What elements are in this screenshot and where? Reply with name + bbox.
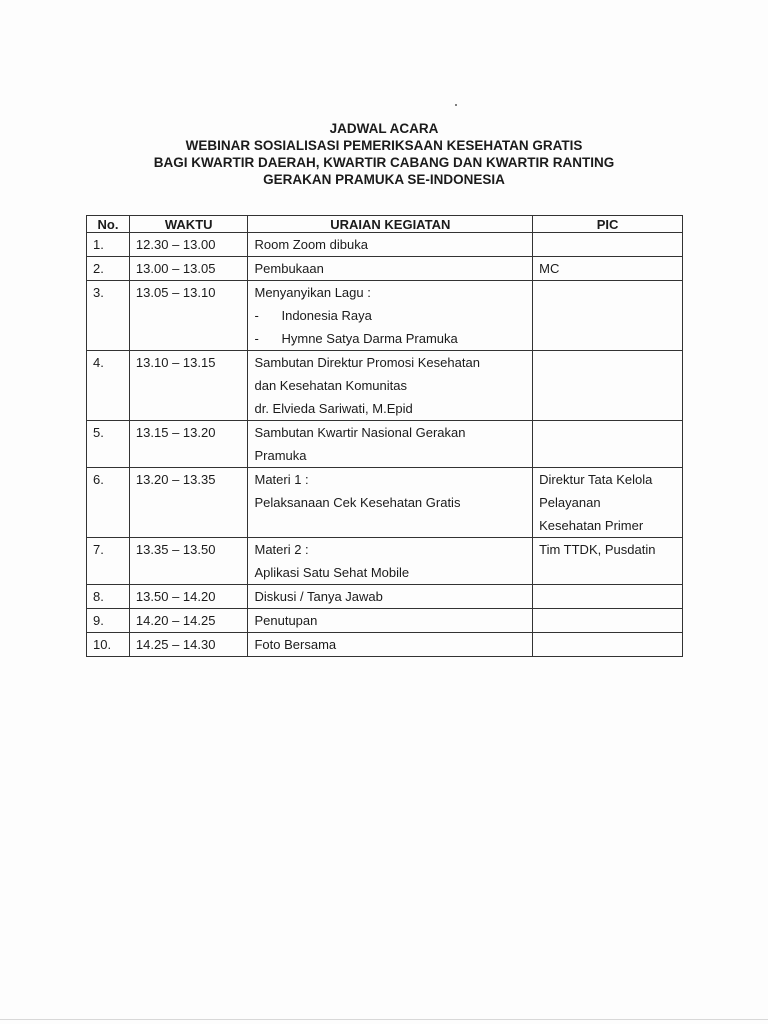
cell-uraian-kegiatan [248,609,533,633]
cell-waktu: 13.35 – 13.50 [129,538,248,585]
cell-pic [533,538,683,585]
activity-line: Pramuka [254,448,307,463]
title-line-4: GERAKAN PRAMUKA SE-INDONESIA [263,172,505,187]
activity-line: Diskusi / Tanya Jawab [254,589,383,604]
cell-no: 8. [87,585,130,609]
pic-line: Tim TTDK, Pusdatin [539,542,656,557]
cell-no: 10. [87,633,130,657]
activity-line: Materi 1 : [254,472,309,487]
activity-bullet [254,304,526,327]
cell-waktu: 13.20 – 13.35 [129,468,248,538]
cell-pic [533,281,683,351]
table-row [87,538,683,585]
cell-no: 6. [87,468,130,538]
title-line-3: BAGI KWARTIR DAERAH, KWARTIR CABANG DAN KWARTIR RANTING [153,155,615,170]
activity-bullet [254,327,526,350]
cell-waktu: 14.20 – 14.25 [129,609,248,633]
cell-uraian-kegiatan [248,421,533,468]
header-pic: PIC [533,216,683,233]
cell-pic [533,351,683,421]
table-row [87,281,683,351]
cell-uraian-kegiatan [248,633,533,657]
cell-pic [533,233,683,257]
cell-pic [533,468,683,538]
activity-line: Foto Bersama [254,637,337,652]
cell-no: 9. [87,609,130,633]
cell-no: 3. [87,281,130,351]
table-row [87,351,683,421]
activity-line: Aplikasi Satu Sehat Mobile [254,565,410,580]
cell-uraian-kegiatan [248,351,533,421]
header-waktu: WAKTU [129,216,248,233]
cell-waktu: 13.50 – 14.20 [129,585,248,609]
header-uraian-kegiatan: URAIAN KEGIATAN [248,216,533,233]
document-title [0,120,768,188]
scan-speck [455,104,457,106]
table-row [87,468,683,538]
bullet-dash: - [254,308,259,323]
title-line-2: WEBINAR SOSIALISASI PEMERIKSAAN KESEHATAN GRATIS [185,138,583,153]
cell-uraian-kegiatan [248,538,533,585]
bullet-text: Hymne Satya Darma Pramuka [281,331,458,346]
cell-waktu: 13.05 – 13.10 [129,281,248,351]
table-row [87,585,683,609]
activity-line: Sambutan Kwartir Nasional Gerakan [254,425,466,440]
cell-no: 1. [87,233,130,257]
table-row [87,257,683,281]
cell-no: 7. [87,538,130,585]
cell-pic [533,609,683,633]
table-body [87,233,683,657]
cell-waktu: 13.15 – 13.20 [129,421,248,468]
cell-uraian-kegiatan [248,281,533,351]
cell-no: 2. [87,257,130,281]
cell-waktu: 13.00 – 13.05 [129,257,248,281]
schedule-table [86,215,683,657]
cell-no: 4. [87,351,130,421]
bullet-text: Indonesia Raya [281,308,372,323]
cell-uraian-kegiatan [248,468,533,538]
header-no: No. [87,216,130,233]
activity-line: Penutupan [254,613,318,628]
cell-waktu: 13.10 – 13.15 [129,351,248,421]
cell-waktu: 12.30 – 13.00 [129,233,248,257]
scan-edge [0,1019,768,1020]
cell-pic [533,585,683,609]
activity-line: dr. Elvieda Sariwati, M.Epid [254,401,413,416]
cell-pic [533,633,683,657]
activity-line: Materi 2 : [254,542,309,557]
activity-line: dan Kesehatan Komunitas [254,378,407,393]
activity-line: Pembukaan [254,261,324,276]
cell-no: 5. [87,421,130,468]
cell-uraian-kegiatan [248,257,533,281]
pic-line: MC [539,261,560,276]
activity-line: Room Zoom dibuka [254,237,368,252]
activity-line: Menyanyikan Lagu : [254,285,371,300]
table-row [87,609,683,633]
pic-line: Pelayanan [539,495,601,510]
cell-pic [533,421,683,468]
table-row [87,233,683,257]
cell-waktu: 14.25 – 14.30 [129,633,248,657]
cell-pic [533,257,683,281]
activity-line: Sambutan Direktur Promosi Kesehatan [254,355,480,370]
cell-uraian-kegiatan [248,585,533,609]
bullet-dash: - [254,331,259,346]
table-row [87,421,683,468]
pic-line: Direktur Tata Kelola [539,472,653,487]
cell-uraian-kegiatan [248,233,533,257]
pic-line: Kesehatan Primer [539,518,644,533]
table-row [87,633,683,657]
activity-line: Pelaksanaan Cek Kesehatan Gratis [254,495,461,510]
title-line-1: JADWAL ACARA [329,121,439,136]
table-header-row [87,216,683,233]
